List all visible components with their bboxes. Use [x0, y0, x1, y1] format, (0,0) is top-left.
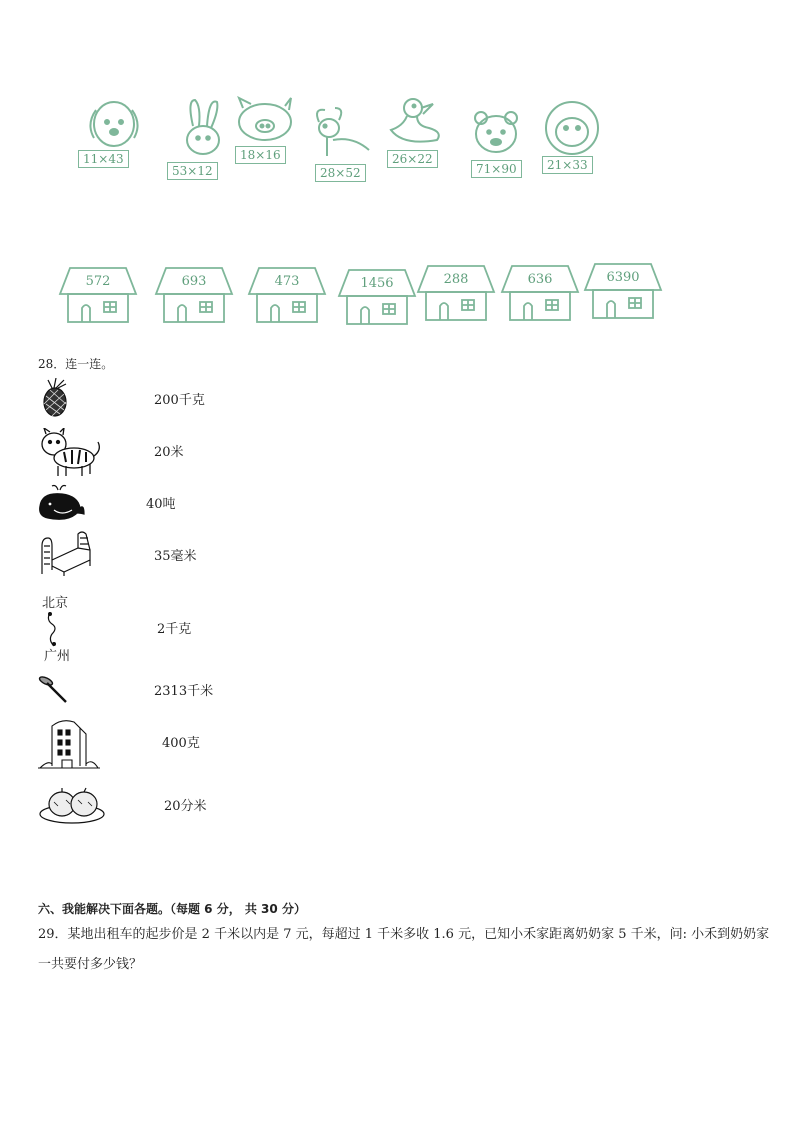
connect-item-label: 2313千米: [154, 684, 214, 699]
monkey-icon: [538, 100, 618, 160]
animal-card-monkey: [538, 100, 618, 200]
house: [416, 264, 496, 326]
animal-expression: 28×52: [315, 164, 366, 182]
animal-card-goat: [309, 100, 389, 200]
animal-expression: 21×33: [542, 156, 593, 174]
city-label-top: 北京: [42, 596, 69, 611]
house: [154, 266, 234, 328]
connect-item-label: 2千克: [157, 622, 192, 637]
house-number: 572: [85, 274, 111, 289]
connect-item-label: 40吨: [146, 497, 176, 512]
house-number: 288: [443, 272, 469, 287]
question-28-title: 28．连一连。: [38, 357, 114, 371]
rabbit-icon: [163, 96, 243, 166]
animal-card-duck: [383, 96, 463, 196]
animal-expression: 26×22: [387, 150, 438, 168]
city-label-bottom: 广州: [44, 649, 71, 664]
connect-item-label: 400克: [162, 736, 200, 751]
house-number: 6390: [606, 270, 640, 285]
house-number: 1456: [360, 276, 394, 291]
connect-item-label: 35毫米: [154, 549, 197, 564]
house-number: 636: [527, 272, 553, 287]
whale-icon: [36, 484, 86, 524]
animal-card-dog: [74, 96, 154, 196]
section-6-title: 六、我能解决下面各题。（每题 6 分， 共 30 分）: [38, 902, 306, 916]
bed-icon: [38, 530, 92, 576]
tiger-icon: [38, 428, 104, 478]
house-number: 693: [181, 274, 207, 289]
animal-expression: 71×90: [471, 160, 522, 178]
house: [58, 266, 138, 328]
goat-icon: [309, 100, 389, 170]
map-route-icon: [42, 612, 72, 648]
connect-item-label: 200千克: [154, 393, 205, 408]
house: [500, 264, 580, 326]
question-29-text: 29．某地出租车的起步价是 2 千米以内是 7 元，每超过 1 千米多收 1.6 元，已知小禾家距离奶奶家 5 千米，问: 小禾到奶奶家一共要付多少钱？: [38, 927, 770, 972]
animal-expression: 11×43: [78, 150, 129, 168]
fruit-plate-icon: [38, 786, 108, 826]
house: [247, 266, 327, 328]
animal-card-bear: [469, 108, 549, 208]
house: [337, 268, 417, 330]
house-number: 473: [274, 274, 300, 289]
duck-icon: [383, 96, 463, 156]
animal-card-rabbit: [163, 96, 243, 196]
connect-item-label: 20分米: [164, 799, 207, 814]
animal-expression: 53×12: [167, 162, 218, 180]
house: [583, 262, 663, 324]
building-icon: [38, 714, 100, 770]
animal-card-pig: [233, 96, 313, 196]
pineapple-icon: [38, 378, 78, 418]
connect-item-label: 20米: [154, 445, 184, 460]
animal-expression: 18×16: [235, 146, 286, 164]
bear-icon: [469, 108, 549, 168]
nail-icon: [38, 674, 72, 704]
